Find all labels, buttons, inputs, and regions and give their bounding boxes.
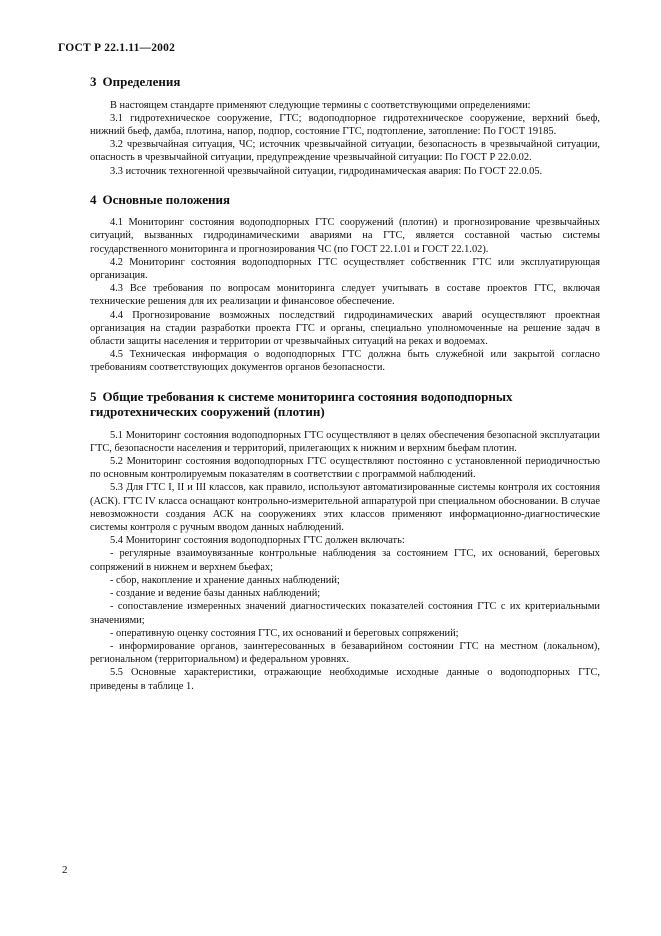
monitoring-requirements-list [90, 547, 600, 666]
paragraph-3-3: 3.3 источник техногенной чрезвычайной ситуации, гидродинамическая авария: По ГОСТ 22.0.05. [110, 165, 543, 177]
section-3-title: Определения [102, 74, 181, 89]
section-4-title: Основные положения [102, 191, 231, 207]
paragraph-3-1: 3.1 гидротехническое сооружение, ГТС; водоподпорное гидротехническое сооружение, верхний бьеф, нижний бьеф, дамба, плотина, напор, подпор, состояние ГТС, подтопление, затопление: По ГОСТ 19185. [90, 112, 600, 137]
paragraph-5-1: 5.1 Мониторинг состояния водоподпорных ГТС осуществляют в целях обеспечения безопасной эксплуатации ГТС, безопасности населения и территорий, прилегающих к нижним и верхним бьефам плотин. [90, 429, 600, 454]
list-item: - создание и ведение базы данных наблюдений; [110, 588, 321, 600]
paragraph-5-5: 5.5 Основные характеристики, отражающие необходимые исходные данные о водоподпорных ГТС, приведены в таблице 1. [90, 667, 600, 692]
section-3-number: 3 [90, 74, 97, 89]
paragraph-4-5: 4.5 Техническая информация о водоподпорных ГТС должна быть служебной или закрытой согласно требованиям соответствующих документов органов безопасности. [90, 349, 600, 374]
list-item: - оперативную оценку состояния ГТС, их оснований и береговых сопряжений; [110, 627, 459, 639]
paragraph-3-intro: В настоящем стандарте применяют следующие термины с соответствующими определениями: [110, 99, 531, 111]
section-5-number: 5 [90, 388, 97, 404]
paragraph-5-2: 5.2 Мониторинг состояния водоподпорных ГТС осуществляют постоянно с установленной периодичностью по основным контролируемым показателям в соответствии с программой наблюдений. [90, 456, 600, 481]
paragraph-4-3: 4.3 Все требования по вопросам мониторинга следует учитывать в составе проектов ГТС, включая технические решения для их реализации и финансовое обеспечение. [90, 283, 600, 308]
section-3-heading [90, 74, 600, 90]
section-5-heading [90, 389, 600, 420]
section-4-number: 4 [90, 191, 97, 207]
page-number: 2 [62, 864, 68, 876]
list-item: - информирование органов, заинтересованных в безаварийном состоянии ГТС на местном (локальном), региональном (территориальном) и федеральном уровнях. [90, 640, 600, 666]
list-item: - регулярные взаимоувязанные контрольные наблюдения за состоянием ГТС, их оснований, береговых сопряжений в нижнем и верхнем бьефах; [90, 548, 600, 573]
list-item: - сопоставление измеренных значений диагностических показателей состояния ГТС с их критериальными значениями; [90, 601, 600, 626]
paragraph-4-1: 4.1 Мониторинг состояния водоподпорных ГТС сооружений (плотин) и прогнозирование чрезвычайных ситуаций, вызванных гидродинамическими авариями на ГТС, является составной частью системы государственного мониторинга и прогнозирования ЧС (по ГОСТ 22.1.01 и ГОСТ 22.1.02). [90, 217, 600, 255]
paragraph-4-4: 4.4 Прогнозирование возможных последствий гидродинамических аварий осуществляют проектная организация на стадии разработки проекта ГТС и органы, специально уполномоченные на решение задач в области защиты населения и территории от чрезвычайных ситуаций на реках и водоемах. [90, 309, 600, 348]
section-5-title: Общие требования к системе мониторинга состояния водоподпорных гидротехнических сооружений (плотин) [90, 388, 513, 420]
paragraph-5-4: 5.4 Мониторинг состояния водоподпорных ГТС должен включать: [110, 535, 405, 547]
paragraph-3-2: 3.2 чрезвычайная ситуация, ЧС; источник чрезвычайной ситуации, безопасность в чрезвычайной ситуации, опасность в чрезвычайной ситуации, предупреждение чрезвычайной ситуации: По ГОСТ Р 22.0.02. [90, 139, 600, 164]
section-4-heading [90, 192, 600, 208]
document-code-header: ГОСТ Р 22.1.11—2002 [58, 42, 176, 54]
paragraph-5-3: 5.3 Для ГТС I, II и III классов, как правило, используют автоматизированные системы контроля их состояния (АСК). ГТС IV класса оснащают контрольно-измерительной аппаратурой при специальном обосновании. В случае невозможности создания АСК на сооружениях этих классов применяют информационно-диагностические системы контроля с ручным вводом данных наблюдений. [90, 482, 600, 534]
paragraph-4-2: 4.2 Мониторинг состояния водоподпорных ГТС осуществляет собственник ГТС или эксплуатирующая организация. [90, 256, 600, 282]
list-item: - сбор, накопление и хранение данных наблюдений; [110, 574, 340, 586]
page-content [90, 74, 600, 693]
